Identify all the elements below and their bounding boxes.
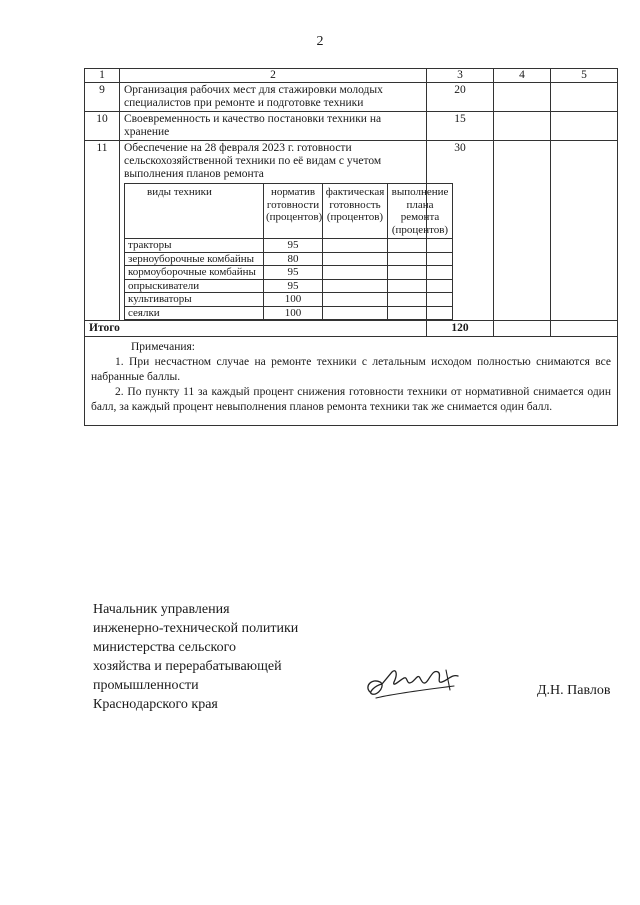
equipment-row bbox=[125, 239, 453, 253]
header-col-3: 3 bbox=[427, 69, 494, 83]
table-row bbox=[85, 141, 618, 321]
equipment-actual bbox=[323, 293, 388, 307]
equipment-norm: 95 bbox=[264, 239, 323, 253]
row-number: 10 bbox=[85, 112, 120, 141]
page-number: 2 bbox=[316, 34, 324, 49]
header-col-2: 2 bbox=[120, 69, 427, 83]
equipment-norm: 95 bbox=[264, 279, 323, 293]
equipment-norm: 100 bbox=[264, 293, 323, 307]
equipment-row bbox=[125, 266, 453, 280]
equipment-kind: тракторы bbox=[125, 239, 264, 253]
row-number: 11 bbox=[85, 141, 120, 321]
row-cell-empty bbox=[551, 321, 618, 337]
equipment-row bbox=[125, 293, 453, 307]
equipment-actual bbox=[323, 266, 388, 280]
equipment-row bbox=[125, 279, 453, 293]
equipment-actual bbox=[323, 239, 388, 253]
total-points: 120 bbox=[427, 321, 494, 337]
equipment-norm: 80 bbox=[264, 252, 323, 266]
equipment-actual bbox=[323, 306, 388, 320]
equipment-header-norm: норматив готовности (процентов) bbox=[264, 184, 323, 239]
equipment-norm: 100 bbox=[264, 306, 323, 320]
notes-heading: Примечания: bbox=[131, 341, 195, 353]
signatory-line: промышленности bbox=[93, 678, 199, 693]
notes-row bbox=[85, 337, 618, 426]
row-cell-empty bbox=[551, 112, 618, 141]
table-row bbox=[85, 83, 618, 112]
note-item: 1. При несчастном случае на ремонте техники с летальным исходом полностью снимаются все набранные баллы. bbox=[91, 356, 611, 383]
signatory-line: министерства сельского bbox=[93, 640, 237, 655]
row-points: 30 bbox=[427, 141, 494, 321]
notes-cell bbox=[85, 337, 618, 426]
row-criterion: Организация рабочих мест для стажировки молодых специалистов при ремонте и подготовке техники bbox=[120, 83, 427, 112]
equipment-header-kind: виды техники bbox=[125, 184, 264, 239]
signatory-line: хозяйства и перерабатывающей bbox=[93, 659, 282, 674]
row-cell-empty bbox=[494, 321, 551, 337]
equipment-table bbox=[124, 183, 453, 320]
signatory-line: Краснодарского края bbox=[93, 697, 218, 712]
signatory-title bbox=[93, 600, 298, 714]
row-cell-empty bbox=[551, 83, 618, 112]
equipment-kind: культиваторы bbox=[125, 293, 264, 307]
equipment-kind: кормоуборочные комбайны bbox=[125, 266, 264, 280]
row-number: 9 bbox=[85, 83, 120, 112]
total-row bbox=[85, 321, 618, 337]
header-col-1: 1 bbox=[85, 69, 120, 83]
equipment-row bbox=[125, 306, 453, 320]
equipment-row bbox=[125, 252, 453, 266]
row-points: 15 bbox=[427, 112, 494, 141]
note-item: 2. По пункту 11 за каждый процент снижения готовности техники от нормативной снимается один балл, за каждый процент невыполнения планов ремонта техники так же снимается один балл. bbox=[91, 386, 611, 413]
signatory-line: Начальник управления bbox=[93, 602, 230, 617]
row-criterion-cell bbox=[120, 141, 449, 321]
criteria-table bbox=[84, 68, 618, 426]
row-cell-empty bbox=[551, 141, 618, 321]
equipment-norm: 95 bbox=[264, 266, 323, 280]
equipment-header-row bbox=[125, 184, 453, 239]
equipment-actual bbox=[323, 252, 388, 266]
equipment-kind: сеялки bbox=[125, 306, 264, 320]
equipment-header-actual: фактическая готовность (процентов) bbox=[323, 184, 388, 239]
equipment-kind: зерноуборочные комбайны bbox=[125, 252, 264, 266]
row-cell-empty bbox=[494, 141, 551, 321]
row-points: 20 bbox=[427, 83, 494, 112]
table-header-row bbox=[85, 69, 618, 83]
row-cell-empty bbox=[494, 83, 551, 112]
header-col-4: 4 bbox=[494, 69, 551, 83]
total-label: Итого bbox=[85, 321, 427, 337]
row-criterion: Своевременность и качество постановки техники на хранение bbox=[120, 112, 427, 141]
equipment-actual bbox=[323, 279, 388, 293]
equipment-header-plan: выполнение плана ремонта (процентов) bbox=[388, 184, 453, 239]
signer-name: Д.Н. Павлов bbox=[537, 683, 611, 698]
handwritten-signature bbox=[362, 660, 472, 708]
equipment-kind: опрыскиватели bbox=[125, 279, 264, 293]
table-row bbox=[85, 112, 618, 141]
header-col-5: 5 bbox=[551, 69, 618, 83]
signatory-line: инженерно-технической политики bbox=[93, 621, 299, 636]
row-criterion: Обеспечение на 28 февраля 2023 г. готовности сельскохозяйственной техники по её видам с учетом выполнения планов ремонта bbox=[124, 142, 382, 180]
row-cell-empty bbox=[494, 112, 551, 141]
